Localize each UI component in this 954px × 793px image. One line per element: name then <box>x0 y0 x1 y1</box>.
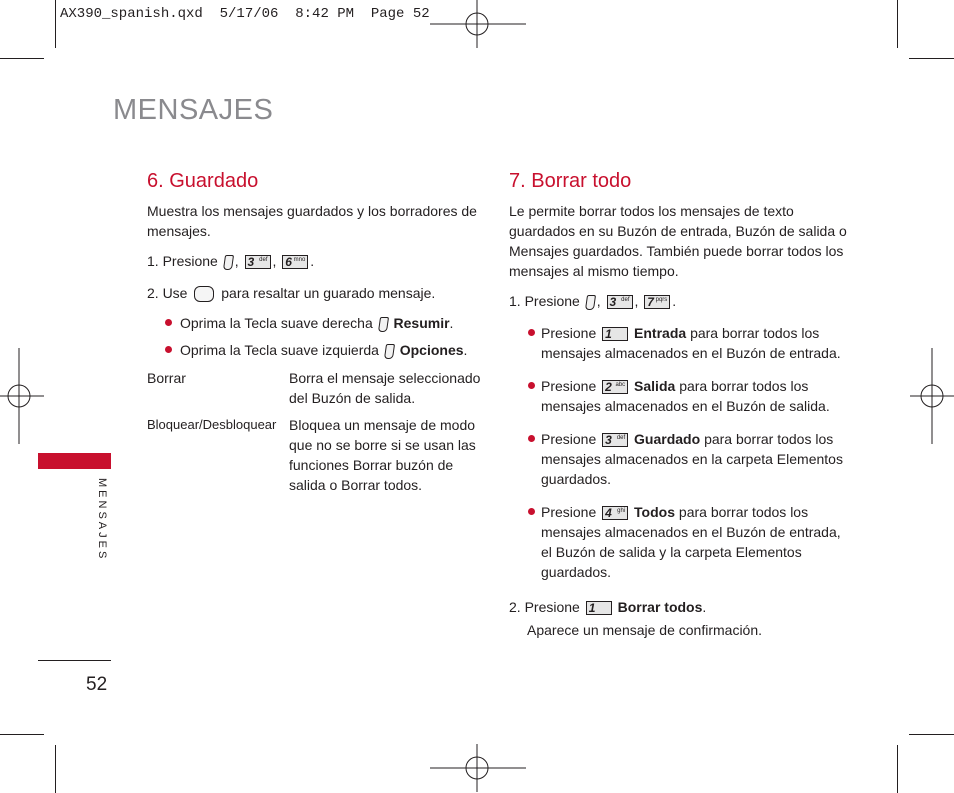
crop-mark <box>897 0 898 48</box>
step-text: para resaltar un guarado mensaje. <box>221 285 436 301</box>
key-4-icon: 4 ghi <box>602 506 628 520</box>
intro-line: mensajes. <box>147 223 211 239</box>
borrar-bullet-guardado <box>541 429 843 489</box>
crop-mark <box>897 745 898 793</box>
guardado-intro <box>147 201 477 241</box>
crop-mark <box>55 745 56 793</box>
key-2-icon: 2 abc <box>602 380 628 394</box>
footer-rule <box>38 660 111 661</box>
registration-mark-icon <box>430 0 526 48</box>
confirmation-note: Aparece un mensaje de confirmación. <box>527 622 763 638</box>
key-7-icon: 7 pqrs <box>644 295 670 309</box>
bullet-text: Oprima la Tecla suave derecha <box>180 315 373 331</box>
key-1-icon: 1 <box>586 601 612 615</box>
page-title: MENSAJES <box>113 94 274 126</box>
bullet-text: mensajes almacenados en el Buzón de salida. <box>541 398 830 414</box>
bullet-text: mensajes almacenados en la carpeta Elementos <box>541 451 843 467</box>
guardado-step-1: 1. Presione , 3 def , 6 mno . <box>147 253 315 270</box>
section-tab-bar <box>38 453 111 469</box>
intro-line: mensajes al mismo tiempo. <box>509 263 679 279</box>
bullet-text: Presione <box>541 431 597 447</box>
desc-line: salida o Borrar todos. <box>289 477 423 493</box>
borrar-todo-step-1: 1. Presione , 3 def , 7 pqrs . <box>509 293 677 310</box>
bullet-bold-text: Entrada <box>634 325 687 341</box>
bullet-bold-text: Guardado <box>634 431 701 447</box>
section-heading-borrar-todo: 7. Borrar todo <box>509 170 632 192</box>
guardado-bullet-2: Oprima la Tecla suave izquierda Opciones. <box>180 342 468 358</box>
navigation-key-icon <box>194 286 214 302</box>
bullet-text: el Buzón de salida y la carpeta Elementos <box>541 544 802 560</box>
bullet-text: para borrar todos los <box>690 325 820 341</box>
bullet-text: Oprima la Tecla suave izquierda <box>180 342 379 358</box>
desc-line: Borra el mensaje seleccionado <box>289 370 481 386</box>
crop-mark <box>0 58 44 59</box>
borrar-todo-step-2: 2. Presione 1 Borrar todos. <box>509 599 707 616</box>
crop-mark <box>909 734 954 735</box>
intro-line: Muestra los mensajes guardados y los borradores de <box>147 203 477 219</box>
bullet-icon <box>165 319 172 326</box>
crop-mark <box>55 0 56 48</box>
guardado-step-2 <box>147 283 435 303</box>
bullet-icon <box>165 346 172 353</box>
section-heading-guardado: 6. Guardado <box>147 170 259 192</box>
page-number: 52 <box>86 674 108 695</box>
bullet-text: Presione <box>541 325 597 341</box>
borrar-todo-intro <box>509 201 847 281</box>
step-text: 1. Presione <box>509 293 580 309</box>
bullet-bold-text: Opciones <box>399 342 464 358</box>
bullet-text: para borrar todos los <box>678 504 809 520</box>
definition-desc-bloquear <box>289 415 476 495</box>
intro-line: Le permite borrar todos los mensajes de texto <box>509 203 794 219</box>
crop-mark <box>0 734 44 735</box>
bullet-bold-text: Salida <box>634 378 676 394</box>
registration-mark-icon <box>430 744 526 792</box>
borrar-bullet-entrada <box>541 323 841 363</box>
bullet-icon <box>528 329 535 336</box>
intro-line: Mensajes guardados. También puede borrar todos los <box>509 243 844 259</box>
definition-term-bloquear: Bloquear/Desbloquear <box>147 417 277 432</box>
key-6-icon: 6 mno <box>282 255 308 269</box>
bullet-text: para borrar todos los <box>679 378 809 394</box>
borrar-bullet-salida <box>541 376 830 416</box>
registration-mark-icon <box>910 348 954 444</box>
bullet-text: Presione <box>541 504 597 520</box>
bullet-text: guardados. <box>541 471 612 487</box>
soft-key-icon <box>585 295 596 310</box>
bullet-text: mensajes almacenados en el Buzón de entrada. <box>541 345 841 361</box>
key-3-icon: 3 def <box>607 295 633 309</box>
bullet-icon <box>528 382 535 389</box>
soft-key-icon <box>223 255 234 270</box>
definition-term-borrar: Borrar <box>147 370 186 386</box>
step-bold-text: Borrar todos <box>617 599 703 615</box>
bullet-text: mensajes almacenados en el Buzón de entrada, <box>541 524 841 540</box>
guardado-bullet-1: Oprima la Tecla suave derecha Resumir. <box>180 315 454 331</box>
key-3-icon: 3 def <box>602 433 628 447</box>
right-soft-key-icon <box>378 317 389 332</box>
step-text: 2. Use <box>147 285 188 301</box>
bullet-icon <box>528 508 535 515</box>
desc-line: funciones Borrar buzón de <box>289 457 454 473</box>
registration-mark-icon <box>0 348 44 444</box>
crop-mark <box>909 58 954 59</box>
left-soft-key-icon <box>384 344 395 359</box>
step-text: 1. Presione <box>147 253 218 269</box>
bullet-bold-text: Resumir <box>393 315 450 331</box>
bullet-text: guardados. <box>541 564 612 580</box>
bullet-icon <box>528 435 535 442</box>
definition-desc-borrar <box>289 368 480 408</box>
key-3-icon: 3 def <box>245 255 271 269</box>
bullet-text: para borrar todos los <box>704 431 834 447</box>
intro-line: guardados en su Buzón de entrada, Buzón de salida o <box>509 223 847 239</box>
step-text: 2. Presione <box>509 599 580 615</box>
desc-line: del Buzón de salida. <box>289 390 416 406</box>
bullet-bold-text: Todos <box>634 504 676 520</box>
bullet-text: Presione <box>541 378 597 394</box>
desc-line: Bloquea un mensaje de modo <box>289 417 476 433</box>
print-slug: AX390_spanish.qxd 5/17/06 8:42 PM Page 52 <box>60 6 430 22</box>
desc-line: que no se borre si se usan las <box>289 437 476 453</box>
key-1-icon: 1 <box>602 327 628 341</box>
borrar-bullet-todos <box>541 502 841 582</box>
side-section-label: MENSAJES <box>96 478 108 562</box>
